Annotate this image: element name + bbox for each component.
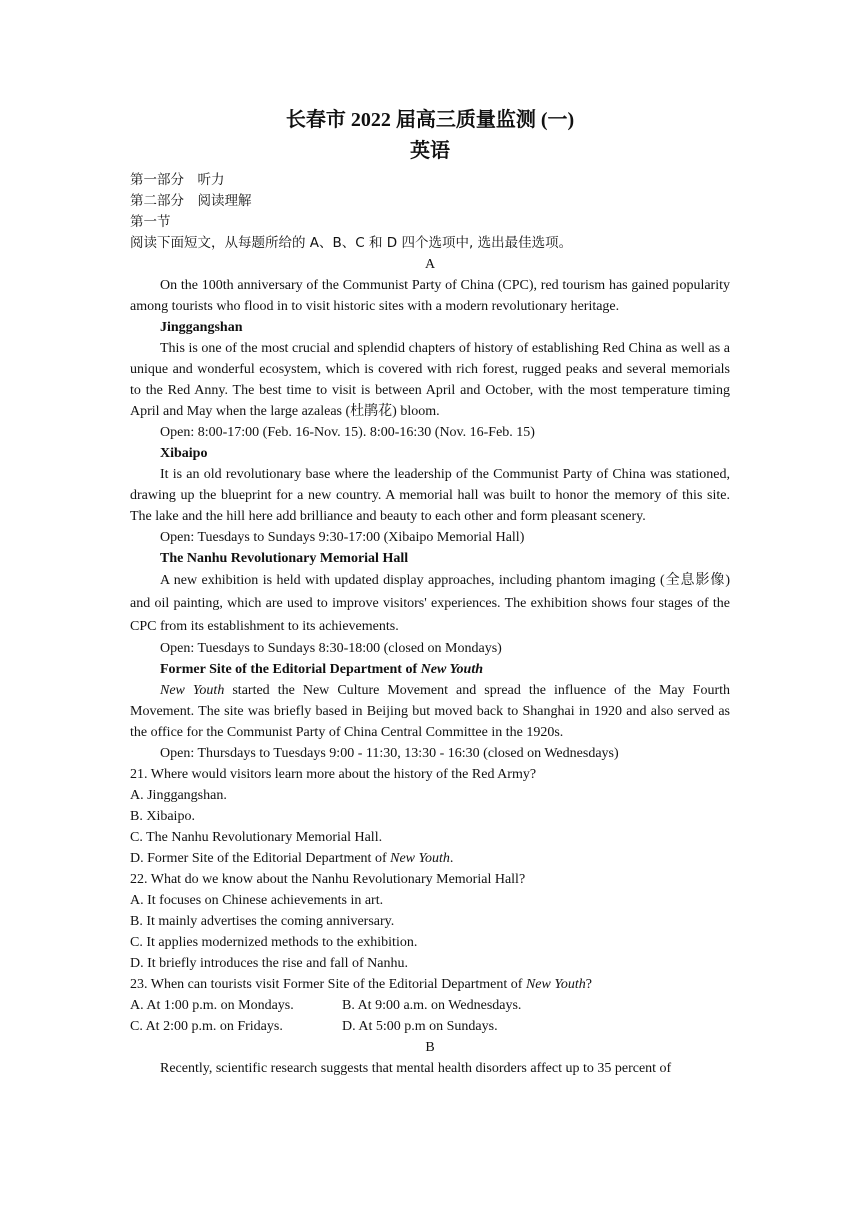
jinggangshan-open: Open: 8:00-17:00 (Feb. 16-Nov. 15). 8:00-16:30 (Nov. 16-Feb. 15) xyxy=(160,425,535,440)
jinggangshan-title: Jinggangshan xyxy=(160,320,243,335)
exam-page xyxy=(130,104,730,1079)
nanhu-title: The Nanhu Revolutionary Memorial Hall xyxy=(160,551,409,566)
q22-option-d: D. It briefly introduces the rise and fall of Nanhu. xyxy=(130,956,408,971)
jinggangshan-body: This is one of the most crucial and splendid chapters of history of establishing Red China as well as a unique and wonderful ecosystem, which is covered with rich forest, rugged peaks and several memorials to the Red Anny. The best time to visit is between April and October, with the most temperature timing April and May when the large azaleas (杜鹃花) bloom. xyxy=(130,341,730,419)
passage-a-label: A xyxy=(424,257,436,272)
q23-suffix: ? xyxy=(585,977,592,992)
q21-d-suffix: . xyxy=(449,851,454,866)
new-youth-title-prefix: Former Site of the Editorial Department of xyxy=(160,662,421,677)
q23-option-c: C. At 2:00 p.m. on Fridays. xyxy=(130,1019,283,1034)
xibaipo-open: Open: Tuesdays to Sundays 9:30-17:00 (Xibaipo Memorial Hall) xyxy=(160,530,525,545)
exam-subject: 英语 xyxy=(410,140,450,162)
q21-d-prefix: D. Former Site of the Editorial Department of xyxy=(130,851,391,866)
question-21: 21. Where would visitors learn more about the history of the Red Army? xyxy=(130,767,537,782)
new-youth-body-italic: New Youth xyxy=(160,683,225,698)
new-youth-title-italic: New Youth xyxy=(420,662,483,677)
xibaipo-body: It is an old revolutionary base where the leadership of the Communist Party of China was stationed, drawing up the blueprint for a new country. A memorial hall was built to honor the memory of this site. The lake and the hill here add brilliance and beauty to each other and form pleasant scenery. xyxy=(130,467,730,524)
xibaipo-title: Xibaipo xyxy=(160,446,208,461)
new-youth-body-rest: started the New Culture Movement and spread the influence of the May Fourth Movement. The site was briefly based in Beijing but moved back to Shanghai in 1920 and also served as the office for the Communist Party of China Central Committee in the 1920s. xyxy=(130,683,731,740)
q23-options-row-2 xyxy=(130,1016,730,1037)
passage-b-intro: Recently, scientific research suggests that mental health disorders affect up to 35 percent of xyxy=(160,1061,672,1076)
q23-option-d: D. At 5:00 p.m on Sundays. xyxy=(342,1019,498,1034)
exam-title: 长春市 2022 届高三质量监测 (一) xyxy=(285,109,575,131)
new-youth-body xyxy=(130,680,730,743)
q21-option-c: C. The Nanhu Revolutionary Memorial Hall. xyxy=(130,830,383,845)
instruction-text: 阅读下面短文，从每题所给的 A、B、C 和 D 四个选项中, 选出最佳选项。 xyxy=(130,235,573,251)
q23-prefix: 23. When can tourists visit Former Site of the Editorial Department of xyxy=(130,977,526,992)
passage-a-intro: On the 100th anniversary of the Communist Party of China (CPC), red tourism has gained popularity among tourists who flood in to visit historic sites with a modern revolutionary heritage. xyxy=(130,278,730,314)
q22-option-c: C. It applies modernized methods to the exhibition. xyxy=(130,935,418,950)
q23-italic: New Youth xyxy=(525,977,586,992)
new-youth-title xyxy=(130,659,730,680)
nanhu-body: A new exhibition is held with updated display approaches, including phantom imaging (全息影像) and oil painting, which are used to improve visitors' experiences. The exhibition shows four stages of the CPC from its establishment to its achievements. xyxy=(130,573,730,634)
part2-heading: 第二部分 阅读理解 xyxy=(130,193,252,209)
q23-option-a: A. At 1:00 p.m. on Mondays. xyxy=(130,998,294,1013)
section1-heading: 第一节 xyxy=(130,214,171,230)
q21-option-b: B. Xibaipo. xyxy=(130,809,195,824)
q21-option-d xyxy=(130,848,730,869)
new-youth-open: Open: Thursdays to Tuesdays 9:00 - 11:30, 13:30 - 16:30 (closed on Wednesdays) xyxy=(160,746,619,761)
q21-d-italic: New Youth xyxy=(390,851,450,866)
q21-option-a: A. Jinggangshan. xyxy=(130,788,227,803)
q22-option-a: A. It focuses on Chinese achievements in art. xyxy=(130,893,384,908)
question-23 xyxy=(130,974,730,995)
q22-option-b: B. It mainly advertises the coming anniversary. xyxy=(130,914,395,929)
part1-heading: 第一部分 听力 xyxy=(130,172,225,188)
passage-b-label: B xyxy=(425,1040,435,1055)
q23-options-row-1 xyxy=(130,995,730,1016)
question-22: 22. What do we know about the Nanhu Revolutionary Memorial Hall? xyxy=(130,872,526,887)
nanhu-open: Open: Tuesdays to Sundays 8:30-18:00 (closed on Mondays) xyxy=(160,641,502,656)
q23-option-b: B. At 9:00 a.m. on Wednesdays. xyxy=(342,998,522,1013)
